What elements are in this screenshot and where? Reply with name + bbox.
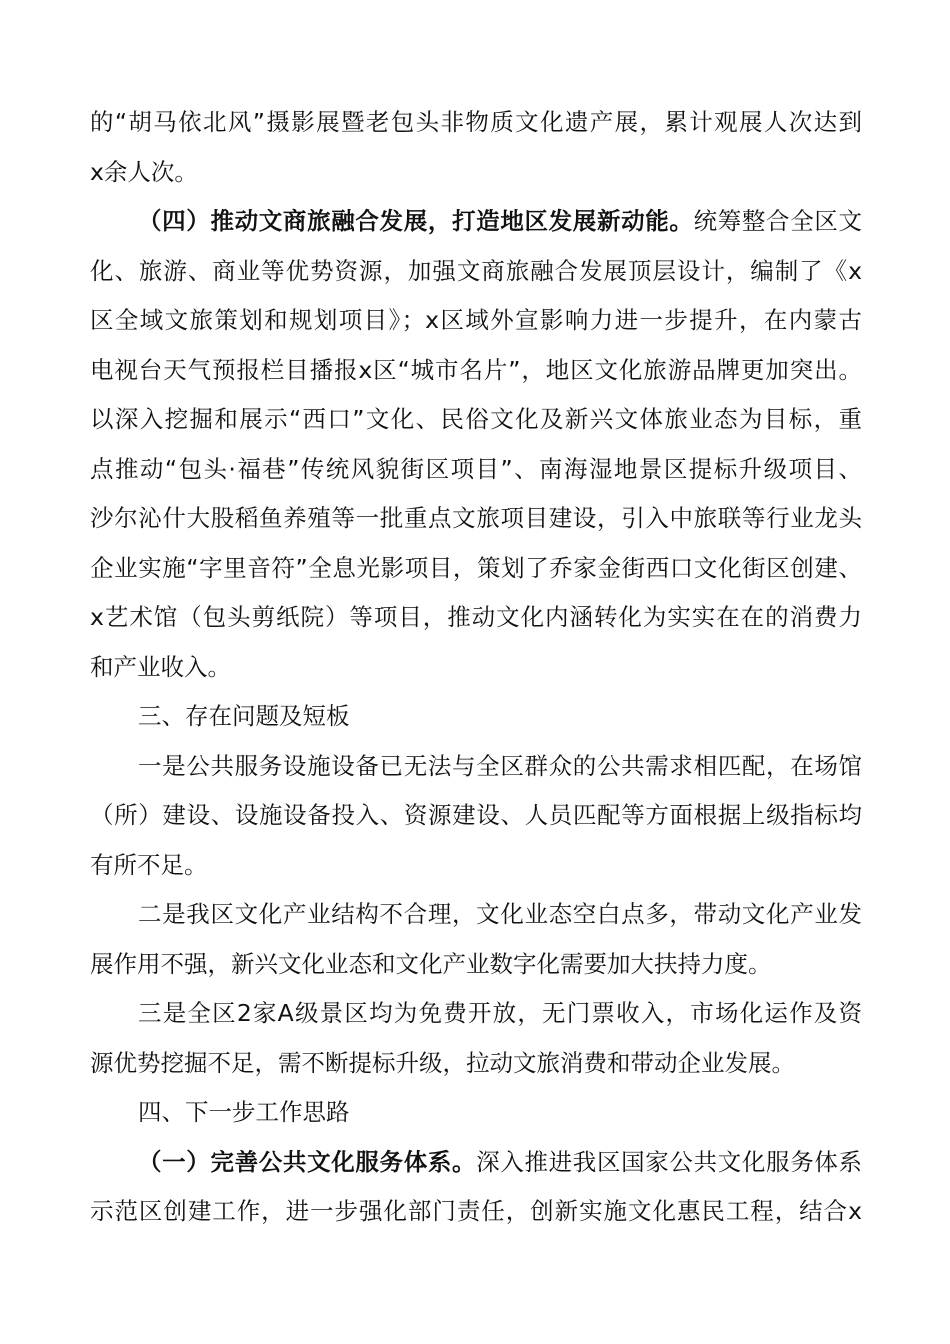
text-line xyxy=(90,1088,862,1138)
text-line xyxy=(90,1138,862,1188)
text-line xyxy=(90,148,862,198)
line-text: 以深入挖掘和展示“西口”文化、民俗文化及新兴文体旅业态为目标，重 xyxy=(90,405,862,433)
document-body xyxy=(90,98,862,1237)
paragraph xyxy=(90,890,862,989)
text-line xyxy=(90,692,862,742)
line-text: 区全域文旅策划和规划项目》；x区域外宣影响力进一步提升，在内蒙古 xyxy=(90,306,862,334)
paragraph xyxy=(90,1088,862,1138)
line-text: x艺术馆（包头剪纸院）等项目，推动文化内涵转化为实实在在的消费力 xyxy=(90,603,862,631)
text-line xyxy=(90,643,862,693)
line-text: 展作用不强，新兴文化业态和文化产业数字化需要加大扶持力度。 xyxy=(90,949,772,978)
line-text: 统筹整合全区文 xyxy=(693,207,863,235)
paragraph xyxy=(90,197,862,692)
paragraph xyxy=(90,989,862,1088)
text-line xyxy=(90,742,862,792)
paragraph xyxy=(90,98,862,197)
line-text: 一是公共服务设施设备已无法与全区群众的公共需求相匹配，在场馆 xyxy=(138,751,862,780)
line-text: 四、下一步工作思路 xyxy=(138,1098,350,1126)
text-line xyxy=(90,841,862,891)
line-text: （所）建设、设施设备投入、资源建设、人员匹配等方面根据上级指标均 xyxy=(90,801,862,829)
line-text: 有所不足。 xyxy=(90,850,208,879)
bold-heading: （一）完善公共文化服务体系。 xyxy=(138,1147,477,1176)
line-text: x余人次。 xyxy=(90,157,198,186)
line-text: 电视台天气预报栏目播报x区“城市名片”，地区文化旅游品牌更加突出。 xyxy=(90,355,862,384)
line-text: 深入推进我区国家公共文化服务体系 xyxy=(476,1147,863,1176)
text-line xyxy=(90,989,862,1039)
line-text: 三是全区2家A级景区均为免费开放，无门票收入，市场化运作及资 xyxy=(138,999,862,1027)
line-text: 示范区创建工作，进一步强化部门责任，创新实施文化惠民工程，结合x xyxy=(90,1197,862,1225)
paragraph xyxy=(90,692,862,742)
line-text: 三、存在问题及短板 xyxy=(138,702,350,730)
text-line xyxy=(90,395,862,445)
text-line xyxy=(90,247,862,297)
line-text: 化、旅游、商业等优势资源，加强文商旅融合发展顶层设计，编制了《x xyxy=(90,256,862,285)
text-line xyxy=(90,98,862,148)
text-line xyxy=(90,940,862,990)
text-line xyxy=(90,445,862,495)
text-line xyxy=(90,296,862,346)
text-line xyxy=(90,593,862,643)
text-line xyxy=(90,197,862,247)
text-line xyxy=(90,346,862,396)
line-text: 二是我区文化产业结构不合理，文化业态空白点多，带动文化产业发 xyxy=(138,900,862,928)
paragraph xyxy=(90,1138,862,1237)
text-line xyxy=(90,890,862,940)
line-text: 沙尔沁什大股稻鱼养殖等一批重点文旅项目建设，引入中旅联等行业龙头 xyxy=(90,504,862,532)
text-line xyxy=(90,791,862,841)
line-text: 和产业收入。 xyxy=(90,652,231,681)
text-line xyxy=(90,494,862,544)
text-line xyxy=(90,544,862,594)
line-text: 企业实施“字里音符”全息光影项目，策划了乔家金街西口文化街区创建、 xyxy=(90,553,862,582)
paragraph xyxy=(90,742,862,891)
bold-heading: （四）推动文商旅融合发展，打造地区发展新动能。 xyxy=(138,207,694,235)
line-text: 源优势挖掘不足，需不断提标升级，拉动文旅消费和带动企业发展。 xyxy=(90,1048,795,1077)
line-text: 的“胡马依北风”摄影展暨老包头非物质文化遗产展，累计观展人次达到 xyxy=(90,108,862,136)
text-line xyxy=(90,1039,862,1089)
line-text: 点推动“包头·福巷”传统风貌街区项目”、南海湿地景区提标升级项目、 xyxy=(90,454,862,483)
text-line xyxy=(90,1187,862,1237)
